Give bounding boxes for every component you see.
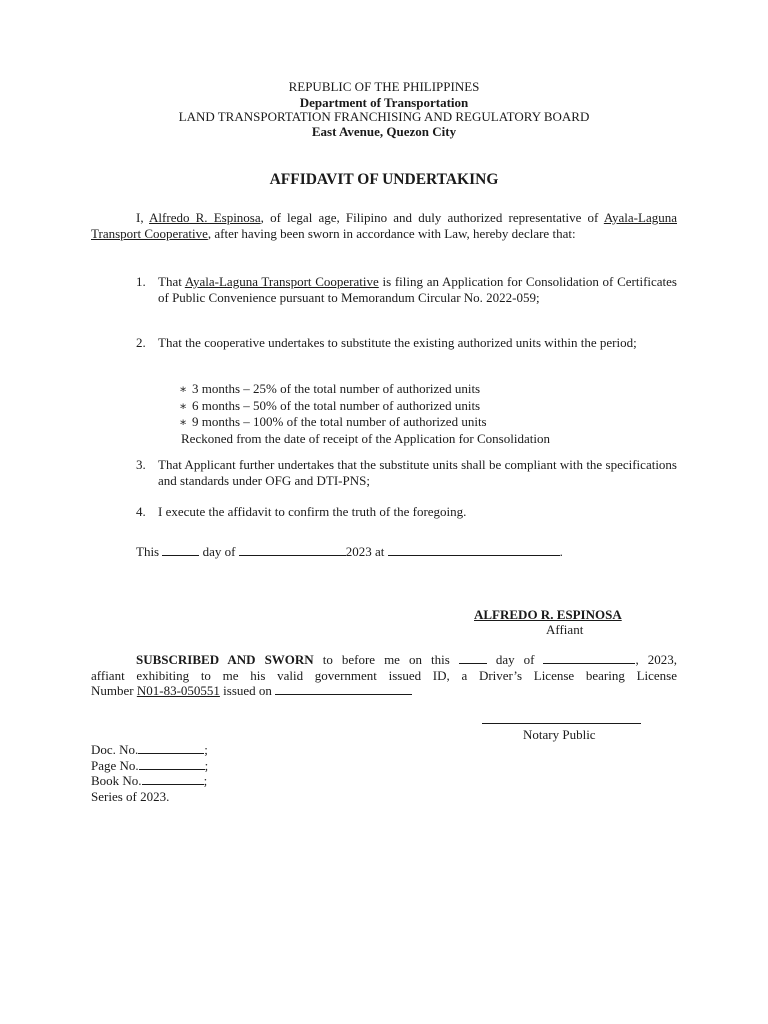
page-no-line [91,758,208,774]
jurat-text-a: to before me on this [313,652,459,667]
list-item [179,381,550,398]
date-year-at-label: 2023 at [345,544,385,559]
jurat-line-1 [91,652,677,668]
affiant-name-inline: Alfredo R. Espinosa [149,210,261,225]
list-item-text: That Applicant further undertakes that the substitute units shall be compliant with the specifications and standards under OFG and DTI-PNS; [158,457,677,488]
period-bullet-list [179,381,550,446]
book-no-blank[interactable] [142,773,204,785]
jurat-line-2: affiant exhibiting to me his valid government issued ID, a Driver’s License bearing License [91,667,677,683]
list-item-3 [136,457,677,488]
header-address: East Avenue, Quezon City [311,124,457,139]
page-no-label: Page No. [91,757,139,773]
list-item [179,414,550,431]
book-no-label: Book No. [91,773,142,788]
list-number: 1. [136,274,146,289]
list-item-2 [136,335,677,351]
list-item-4 [136,504,677,520]
list-number: 3. [136,457,146,472]
list-item-text [158,274,677,305]
page-no-blank[interactable] [139,758,205,770]
header-republic: REPUBLIC OF THE PHILIPPINES [288,79,480,94]
asterisk-bullet-icon: ∗ [179,398,188,413]
notary-public-label: Notary Public [523,727,596,742]
issued-on-label: issued on [219,683,276,698]
list-item [179,398,550,415]
doc-no-blank[interactable] [138,742,204,754]
list-number: 4. [136,504,146,519]
subscribed-sworn-label: SUBSCRIBED AND SWORN [136,652,314,667]
list-item-text: I execute the affidavit to confirm the truth of the foregoing. [158,504,467,519]
semicolon: ; [204,742,208,757]
bullet-text: 3 months – 25% of the total number of authorized units [192,381,481,396]
license-number: N01-83-050551 [136,683,220,698]
intro-text-2: , of legal age, Filipino and duly authorized representative of [260,210,604,225]
jurat-line-3 [91,683,677,699]
intro-text-3: , after having been sworn in accordance with Law, hereby declare that: [207,225,576,241]
header-department: Department of Transportation [299,95,469,110]
series-line: Series of 2023. [91,788,170,804]
list-number: 2. [136,335,146,350]
jurat-day-blank[interactable] [459,652,487,664]
date-line-end: . [559,544,563,559]
jurat-text-c: , 2023, [635,652,678,667]
document-title: AFFIDAVIT OF UNDERTAKING [269,171,499,188]
cooperative-name-inline: Ayala-Laguna Transport Cooperative [91,210,677,241]
book-no-line [91,773,208,789]
semicolon: ; [203,773,208,788]
affiant-label: Affiant [546,622,584,637]
header-ltfrb: LAND TRANSPORTATION FRANCHISING AND REGULATORY BOARD [178,109,590,124]
intro-text-1: I, [136,210,150,225]
asterisk-bullet-icon: ∗ [179,415,188,429]
notary-signature-line[interactable] [482,723,641,724]
bullet-text: 6 months – 50% of the total number of authorized units [192,397,481,413]
cooperative-name-inline: Ayala-Laguna Transport Cooperative [184,274,379,289]
doc-no-line [91,742,208,758]
doc-no-label: Doc. No. [91,742,139,757]
asterisk-bullet-icon: ∗ [179,382,188,396]
item1-text-b: is filing an Application for Consolidation of Certificates of Public Convenience pursuant to Memorandum Circular No. 2022-059; [158,274,677,305]
reckoned-note: Reckoned from the date of receipt of the Application for Consolidation [181,430,550,446]
list-item-1 [136,274,677,305]
jurat-paragraph [91,652,677,699]
item1-text-a: That [158,274,185,289]
month-blank[interactable] [239,544,346,556]
semicolon: ; [204,757,209,773]
affiant-name: ALFREDO R. ESPINOSA [474,607,622,622]
execution-date-line [136,544,563,560]
license-number-label: Number [91,683,137,698]
jurat-month-blank[interactable] [543,652,635,664]
intro-paragraph [91,210,677,241]
day-blank[interactable] [162,544,199,556]
date-this-label: This [136,544,160,559]
date-day-of-label: day of [202,544,236,559]
bullet-text: 9 months – 100% of the total number of authorized units [192,414,487,429]
issued-on-blank[interactable] [275,683,412,695]
list-item-text: That the cooperative undertakes to substitute the existing authorized units within the period; [158,335,637,350]
place-blank[interactable] [388,544,560,556]
notarial-register [91,742,208,804]
jurat-text-b: day of [486,652,544,667]
